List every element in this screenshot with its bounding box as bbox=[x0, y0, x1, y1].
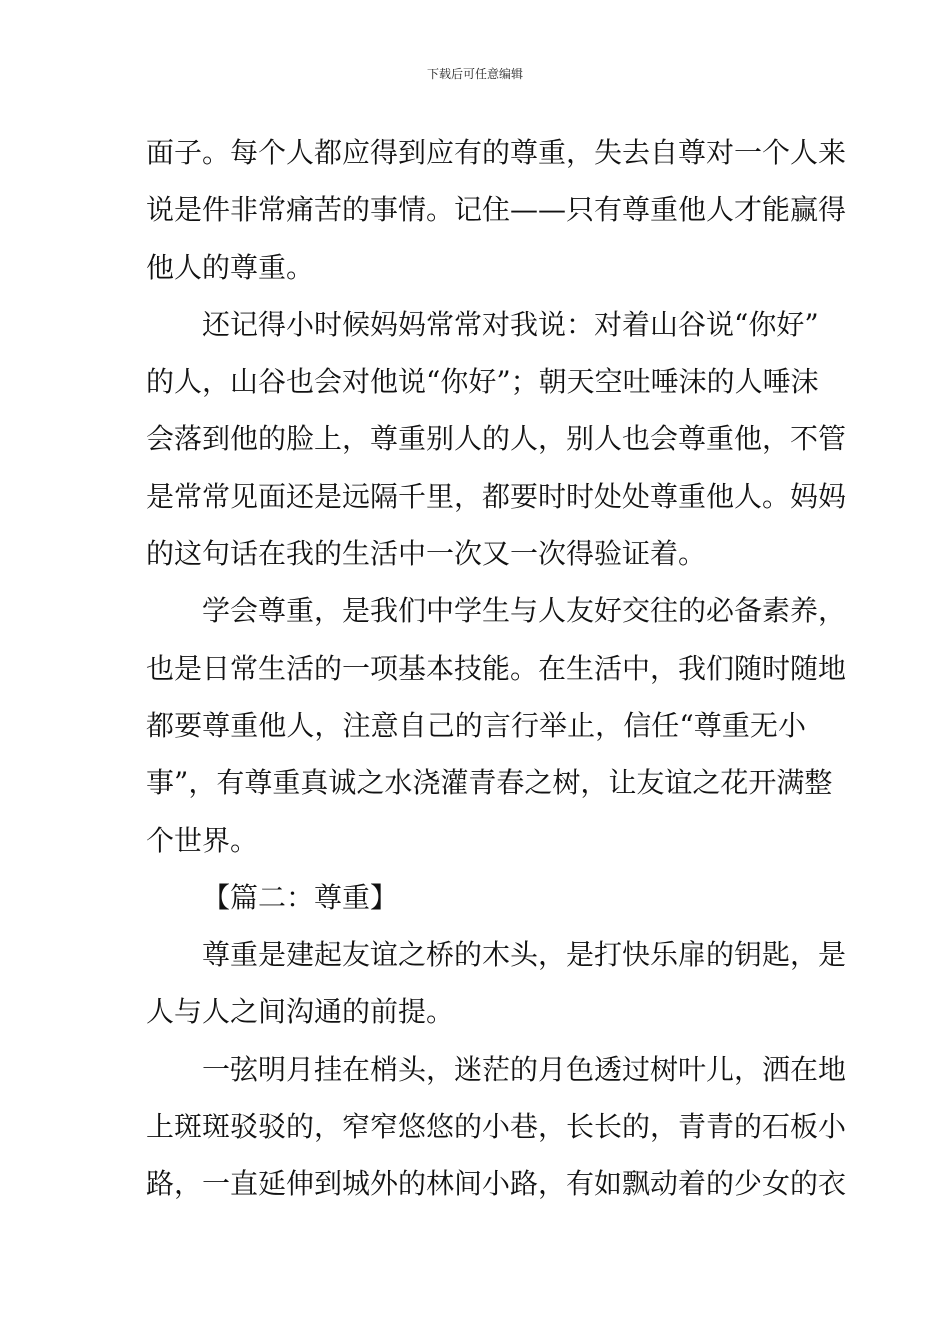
text-line: 都要尊重他人，注意自己的言行举止，信任“尊重无小 bbox=[146, 708, 806, 742]
text-line: 是常常见面还是远隔千里，都要时时处处尊重他人。妈妈 bbox=[146, 479, 847, 513]
text-line: 路，一直延伸到城外的林间小路，有如飘动着的少女的衣 bbox=[146, 1167, 847, 1201]
text-line: 事”，有尊重真诚之水浇灌青春之树，让友谊之花开满整 bbox=[146, 766, 833, 800]
text-line: 一弦明月挂在梢头，迷茫的月色透过树叶儿，洒在地 bbox=[202, 1052, 847, 1086]
text-line: 面子。每个人都应得到应有的尊重，失去自尊对一个人来 bbox=[146, 136, 847, 169]
paragraph bbox=[146, 1041, 847, 1213]
text-line: 上斑斑驳驳的，窄窄悠悠的小巷，长长的，青青的石板小 bbox=[146, 1110, 847, 1144]
text-line: 人与人之间沟通的前提。 bbox=[146, 995, 455, 1029]
paragraph bbox=[146, 124, 847, 296]
text-line: 的这句话在我的生活中一次又一次得验证着。 bbox=[146, 537, 707, 571]
text-line: 会落到他的脸上，尊重别人的人，别人也会尊重他，不管 bbox=[146, 422, 847, 456]
text-line: 学会尊重，是我们中学生与人友好交往的必备素养， bbox=[202, 594, 847, 628]
paragraph bbox=[146, 296, 847, 582]
text-line: 个世界。 bbox=[146, 823, 259, 857]
text-line: 他人的尊重。 bbox=[146, 250, 315, 284]
text-line: 的人，山谷也会对他说“你好”；朝天空吐唾沫的人唾沫 bbox=[146, 365, 819, 399]
paragraph bbox=[146, 582, 847, 868]
paragraph bbox=[146, 926, 847, 1041]
text-line: 还记得小时候妈妈常常对我说：对着山谷说“你好” bbox=[202, 307, 819, 341]
section-heading bbox=[146, 869, 806, 926]
text-line: 【篇二：尊重】 bbox=[202, 880, 399, 914]
text-line: 说是件非常痛苦的事情。记住——只有尊重他人才能赢得 bbox=[146, 193, 847, 227]
text-line: 也是日常生活的一项基本技能。在生活中，我们随时随地 bbox=[146, 651, 847, 685]
document-body bbox=[146, 124, 847, 1213]
page-header: 下载后可任意编辑 bbox=[426, 67, 523, 81]
text-line: 尊重是建起友谊之桥的木头，是打快乐扉的钥匙，是 bbox=[202, 938, 847, 972]
